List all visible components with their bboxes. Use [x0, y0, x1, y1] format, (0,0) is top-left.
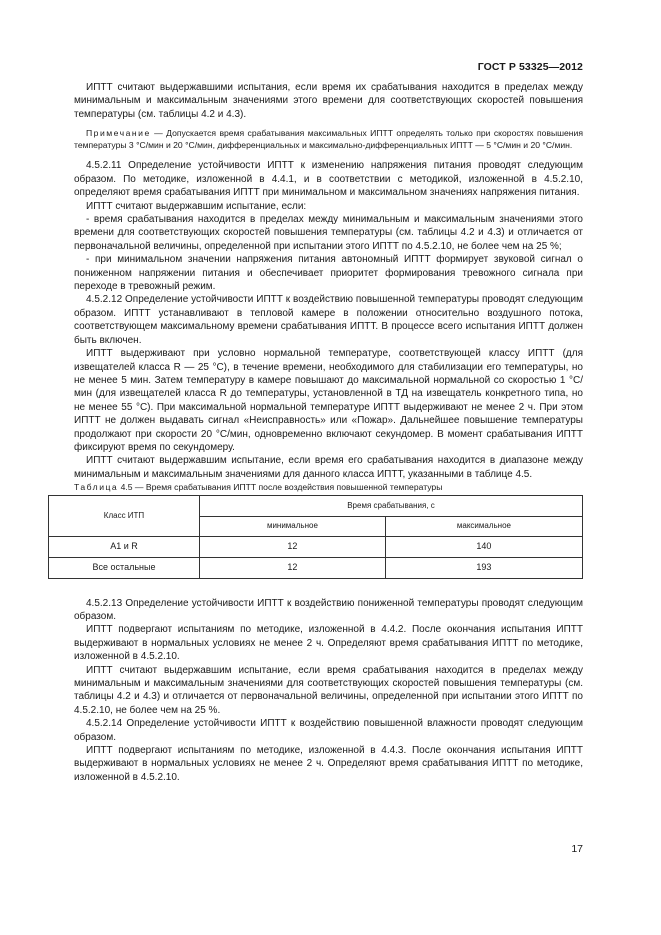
col-header-min: минимальное: [200, 516, 386, 536]
table-row: [49, 536, 583, 557]
paragraph: ИПТТ считают выдержавшим испытание, если время срабатывания находится в пределах между минимальным и максимальным значениями для соответствующих скоростей повышения температуры (см. таблицы 4.2 и 4.3) и отличается от первоначальной величины, определенной при испытании этого ИПТТ по 4.5.2.10, не более чем на 25 %.: [74, 664, 583, 716]
paragraph: 4.5.2.12 Определение устойчивости ИПТТ к воздействию повышенной температуры проводят следующим образом. ИПТТ устанавливают в тепловой камере в положении относительно воздушного потока, соответствующем максимальному времени срабатывания ИПТТ. В процессе всего испытания ИПТТ должен быть включен.: [74, 294, 583, 346]
paragraph: ИПТТ выдерживают при условно нормальной температуре, соответствующей классу ИПТТ (для извещателей класса R — 25 °С), в течение времени, необходимого для стабилизации его температуры, но не менее 5 мин. Затем температуру в камере повышают до максимальной нормальной со скоростью 1 °С/мин (для извещателей класса R до температуры, установленной в ТД на извещатель конкретного типа, но не менее 55 °С). При максимальной нормальной температуре ИПТТ выдерживают не менее 2 ч. При этом ИПТТ не должен выдавать сигнал «Неисправность» или «Пожар». Дальнейшее повышение температуры продолжают при скорости 20 °С/мин, одновременно включают секундомер. В момент срабатывания ИПТТ фиксируют время по секундомеру.: [74, 348, 583, 453]
paragraph: ИПТТ считают выдержавшим испытание, если:: [86, 200, 307, 212]
paragraph: ИПТТ считают выдержавшими испытания, если время их срабатывания находится в пределах между минимальным и максимальным значениями этого времени для соответствующих скоростей повышения температуры (см. таблицы 4.2 и 4.3).: [74, 82, 583, 120]
cell-min: 12: [200, 536, 386, 557]
paragraph: 4.5.2.11 Определение устойчивости ИПТТ к изменению напряжения питания проводят следующим образом. По методике, изложенной в 4.4.1, и в соответствии с методикой, изложенной в 4.5.2.10, определяют время срабатывания ИПТТ при минимальном и максимальном значениях напряжения питания.: [74, 160, 583, 199]
cell-min: 12: [200, 557, 386, 578]
col-header-time: Время срабатывания, с: [200, 495, 583, 516]
standard-header: ГОСТ Р 53325—2012: [477, 61, 583, 73]
paragraph: 4.5.2.13 Определение устойчивости ИПТТ к воздействию пониженной температуры проводят следующим образом.: [74, 597, 583, 622]
note-label: Примечание: [86, 128, 151, 139]
document-body: [74, 81, 583, 784]
note-text: — Допускается время срабатывания максимальных ИПТТ определять только при скоростях повышения температуры 3 °С/мин и 20 °С/мин, дифференциальных и максимально-дифференциальных ИПТТ — 5 °С/мин и 20 °С/мин.: [74, 128, 583, 150]
table-caption: [74, 481, 583, 494]
col-header-max: максимальное: [385, 516, 582, 536]
page-number: 17: [571, 843, 583, 855]
response-time-table: [48, 495, 583, 579]
paragraph: - при минимальном значении напряжения питания автономный ИПТТ формирует звуковой сигнал о пониженном напряжении питания и обеспечивает приоритет формирования тревожного сигнала при переходе в тревожный режим.: [74, 254, 583, 293]
table-caption-text: 4.5 — Время срабатывания ИПТТ после воздействия повышенной температуры: [118, 482, 443, 493]
table-caption-label: Таблица: [74, 482, 119, 493]
cell-max: 140: [385, 536, 582, 557]
cell-class: A1 и R: [49, 536, 200, 557]
paragraph: - время срабатывания находится в пределах между минимальным и максимальным значениями этого времени для соответствующих скоростей повышения температуры (см. таблицы 4.2 и 4.3) и отличается от первоначальной величины, определенной при испытании этого ИПТТ по 4.5.2.10, не более чем на 25 %;: [74, 214, 583, 252]
paragraph: ИПТТ считают выдержавшим испытание, если время его срабатывания находится в диапазоне между минимальным и максимальным значениями для данного класса ИПТТ, указанными в таблице 4.5.: [74, 455, 583, 480]
paragraph: ИПТТ подвергают испытаниям по методике, изложенной в 4.4.2. После окончания испытания ИПТТ выдерживают в нормальных условиях не менее 2 ч. Определяют время срабатывания ИПТТ по методике, изложенной в 4.5.2.10.: [74, 624, 583, 663]
paragraph: 4.5.2.14 Определение устойчивости ИПТТ к воздействию повышенной влажности проводят следующим образом.: [74, 718, 583, 743]
note: [74, 128, 583, 151]
paragraph: ИПТТ подвергают испытаниям по методике, изложенной в 4.4.3. После окончания испытания ИПТТ выдерживают в нормальных условиях не менее 2 ч. Определяют время срабатывания ИПТТ по методике, изложенной в 4.5.2.10.: [74, 745, 583, 783]
cell-class: Все остальные: [49, 557, 200, 578]
cell-max: 193: [385, 557, 582, 578]
table-row: [49, 557, 583, 578]
col-header-class: Класс ИТП: [49, 495, 200, 536]
